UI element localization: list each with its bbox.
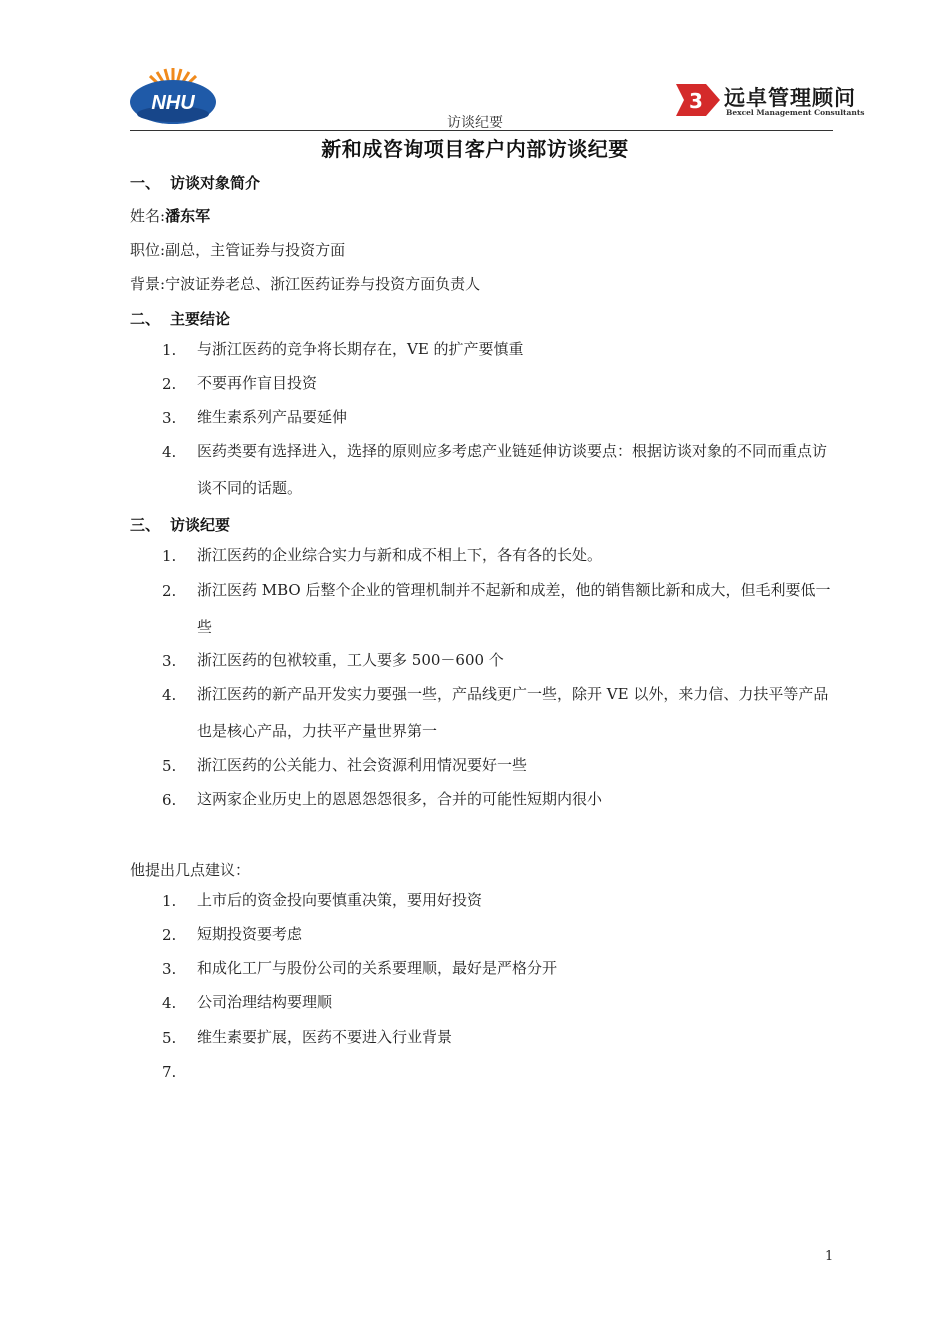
list-item-number: 1. xyxy=(162,547,177,565)
list-item-text: 浙江医药的企业综合实力与新和成不相上下，各有各的长处。 xyxy=(197,546,603,564)
header-divider xyxy=(130,130,833,131)
list-item-text: 医药类要有选择进入，选择的原则应多考虑产业链延伸访谈要点：根据访谈对象的不同而重点访谈不同的话题。 xyxy=(197,442,828,497)
name-label: 姓名: xyxy=(130,207,166,225)
list-item-number: 3. xyxy=(162,960,177,978)
list-item-text: 与浙江医药的竞争将长期存在，VE 的扩产要慎重 xyxy=(197,340,524,358)
list-item-number: 6. xyxy=(162,791,177,809)
list-item-number: 5. xyxy=(162,1029,177,1047)
header-caption: 访谈纪要 xyxy=(447,115,503,131)
list-item-number: 3. xyxy=(162,409,177,427)
list-item-number: 4. xyxy=(162,443,177,461)
list-item-text: 短期投资要考虑 xyxy=(197,925,303,943)
list-item-number: 1. xyxy=(162,892,177,910)
page-number: 1 xyxy=(825,1249,834,1264)
position-label: 职位: xyxy=(130,241,166,259)
list-item-number: 3. xyxy=(162,652,177,670)
list-item-number: 4. xyxy=(162,994,177,1012)
bexcel-brand-cn: 远卓管理顾问 xyxy=(724,85,856,110)
suggestions-intro: 他提出几点建议： xyxy=(130,861,251,879)
list-item-text: 维生素系列产品要延伸 xyxy=(197,408,348,426)
svg-text:3: 3 xyxy=(689,89,703,113)
list-item-text: 这两家企业历史上的恩恩怨怨很多，合并的可能性短期内很小 xyxy=(197,790,603,808)
list-item-text: 浙江医药的新产品开发实力要强一些，产品线更广一些，除开 VE 以外，来力信、力扶平等产品也是核心产品，力扶平产量世界第一 xyxy=(197,685,829,740)
section-3-title: 访谈纪要 xyxy=(170,516,231,534)
background-label: 背景: xyxy=(130,275,166,293)
list-item-number: 2. xyxy=(162,375,177,393)
section-2-number: 二、 xyxy=(130,310,161,328)
background-line xyxy=(130,273,480,294)
list-item-text: 和成化工厂与股份公司的关系要理顺，最好是严格分开 xyxy=(197,959,558,977)
list-item-text: 不要再作盲目投资 xyxy=(197,374,318,392)
section-3-number: 三、 xyxy=(130,516,161,534)
position-value: 副总，主管证券与投资方面 xyxy=(165,241,346,259)
nhu-logo-text: NHU xyxy=(151,92,195,114)
section-2-title: 主要结论 xyxy=(170,310,231,328)
section-1-heading xyxy=(130,172,260,193)
list-item-text: 浙江医药的包袱较重，工人要多 500－600 个 xyxy=(197,651,504,669)
background-value: 宁波证券老总、浙江医药证券与投资方面负责人 xyxy=(165,275,481,293)
list-item-text: 公司治理结构要理顺 xyxy=(197,993,333,1011)
list-item-text: 浙江医药 MBO 后整个企业的管理机制并不起新和成差，他的销售额比新和成大，但毛利要低一些 xyxy=(197,581,831,636)
list-item-number: 2. xyxy=(162,926,177,944)
name-line xyxy=(130,205,210,226)
document-title: 新和成咨询项目客户内部访谈纪要 xyxy=(321,137,629,161)
list-item-text: 维生素要扩展，医药不要进入行业背景 xyxy=(197,1028,453,1046)
section-1-number: 一、 xyxy=(130,174,161,192)
section-2-heading xyxy=(130,308,230,329)
list-item-number: 5. xyxy=(162,757,177,775)
list-item-text: 浙江医药的公关能力、社会资源利用情况要好一些 xyxy=(197,756,528,774)
section-1-title: 访谈对象简介 xyxy=(170,174,261,192)
list-item-number: 2. xyxy=(162,582,177,600)
list-item-number: 4. xyxy=(162,686,177,704)
bexcel-brand-en: Bexcel Management Consultants xyxy=(726,108,865,117)
position-line xyxy=(130,239,345,260)
name-value: 潘东军 xyxy=(165,207,211,225)
list-item-text: 上市后的资金投向要慎重决策，要用好投资 xyxy=(197,891,483,909)
list-item-number: 1. xyxy=(162,341,177,359)
list-item-number: 7. xyxy=(162,1063,177,1081)
section-3-heading xyxy=(130,514,230,535)
